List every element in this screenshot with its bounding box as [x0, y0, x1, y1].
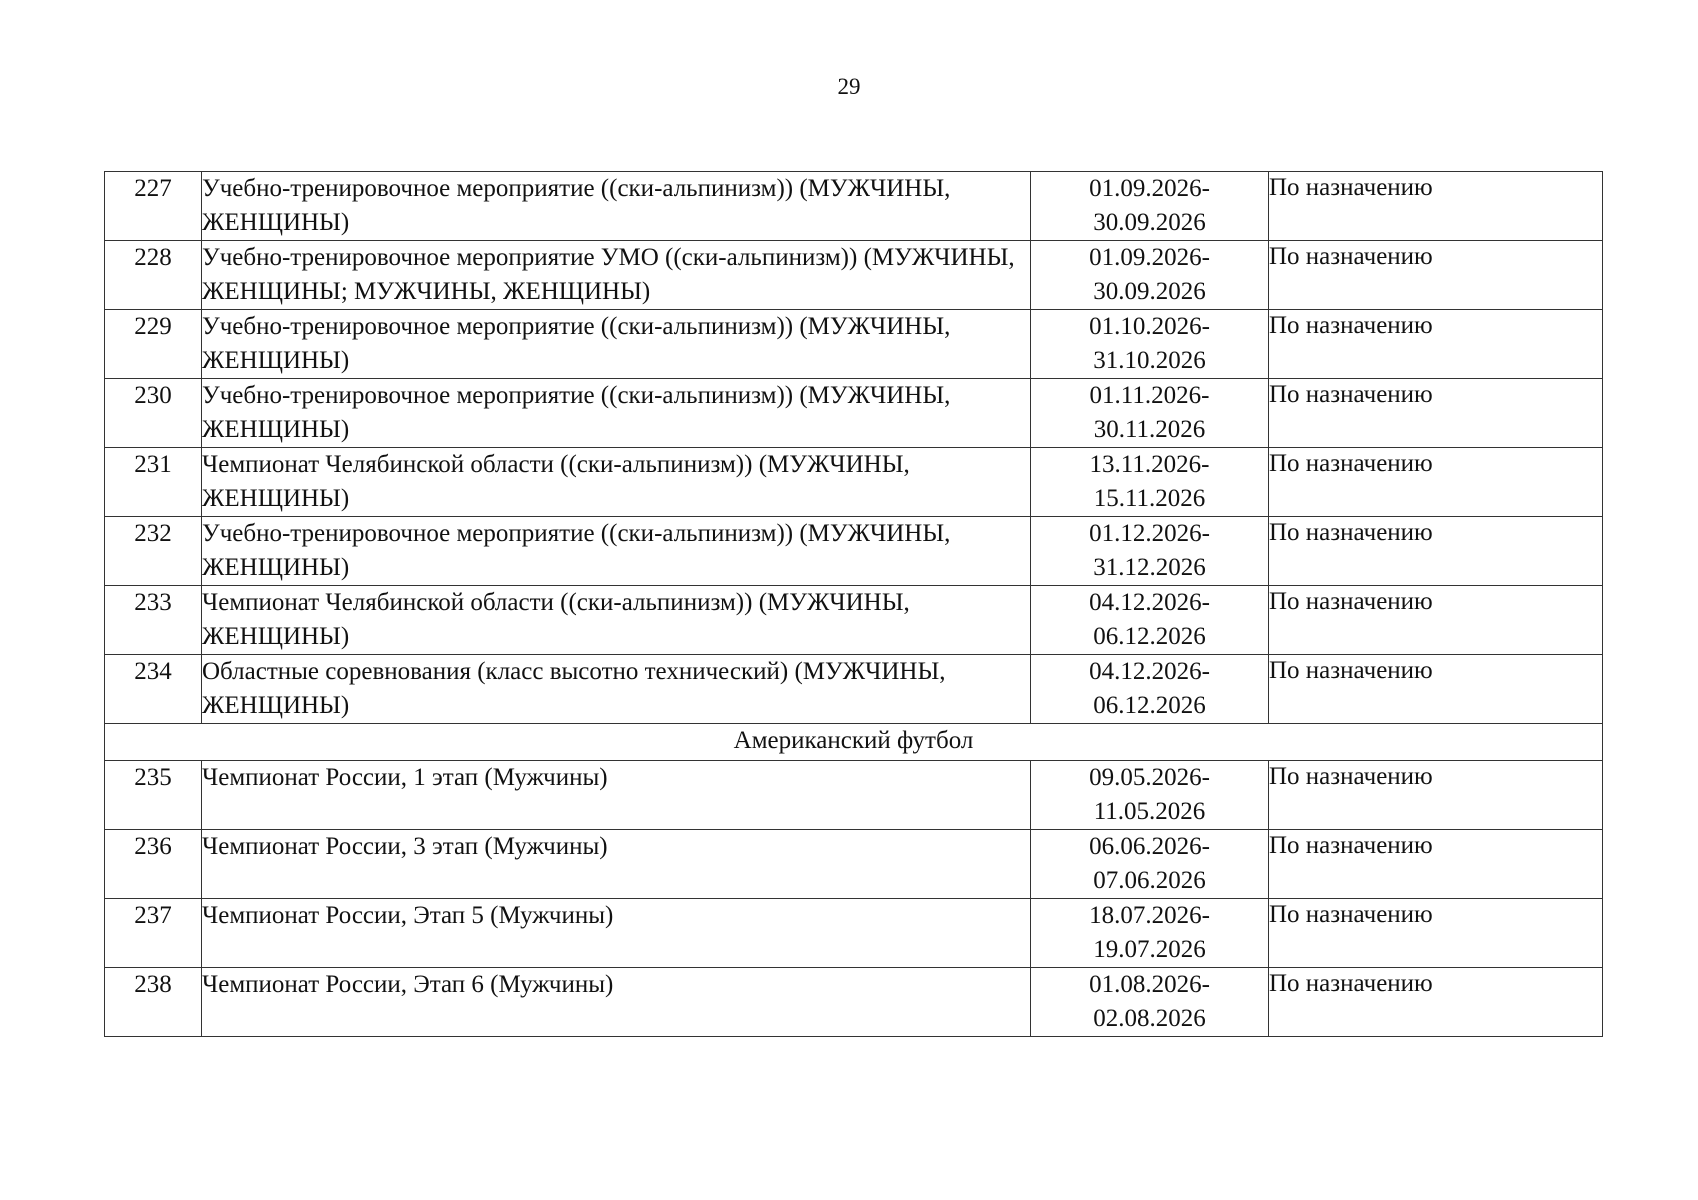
date-to: 06.12.2026 [1093, 623, 1206, 650]
row-number: 234 [105, 655, 202, 724]
event-dates [1031, 899, 1269, 968]
event-name: Учебно-тренировочное мероприятие ((ски-альпинизм)) (МУЖЧИНЫ, ЖЕНЩИНЫ) [202, 172, 1031, 241]
date-to: 31.12.2026 [1093, 554, 1206, 581]
event-dates [1031, 241, 1269, 310]
row-number: 235 [105, 761, 202, 830]
table-row [105, 241, 1603, 310]
event-name: Учебно-тренировочное мероприятие ((ски-альпинизм)) (МУЖЧИНЫ, ЖЕНЩИНЫ) [202, 310, 1031, 379]
date-to: 15.11.2026 [1093, 485, 1206, 512]
event-dates [1031, 655, 1269, 724]
table-row [105, 830, 1603, 899]
event-name: Чемпионат Челябинской области ((ски-альпинизм)) (МУЖЧИНЫ, ЖЕНЩИНЫ) [202, 586, 1031, 655]
event-name: Чемпионат России, 1 этап (Мужчины) [202, 761, 1031, 830]
row-number: 232 [105, 517, 202, 586]
row-number: 227 [105, 172, 202, 241]
table-row [105, 761, 1603, 830]
date-to: 19.07.2026 [1093, 936, 1206, 963]
date-to: 11.05.2026 [1093, 798, 1206, 825]
date-from: 06.06.2026- [1089, 833, 1210, 860]
event-place: По назначению [1269, 241, 1603, 310]
event-name: Чемпионат России, 3 этап (Мужчины) [202, 830, 1031, 899]
event-dates [1031, 761, 1269, 830]
event-place: По назначению [1269, 655, 1603, 724]
table-row [105, 172, 1603, 241]
event-name: Чемпионат Челябинской области ((ски-альпинизм)) (МУЖЧИНЫ, ЖЕНЩИНЫ) [202, 448, 1031, 517]
table-row [105, 517, 1603, 586]
date-to: 30.09.2026 [1093, 278, 1206, 305]
event-place: По назначению [1269, 379, 1603, 448]
date-from: 01.08.2026- [1089, 971, 1210, 998]
page-number: 29 [837, 74, 861, 99]
event-dates [1031, 517, 1269, 586]
event-place: По назначению [1269, 517, 1603, 586]
table-row [105, 899, 1603, 968]
event-dates [1031, 172, 1269, 241]
date-from: 04.12.2026- [1089, 589, 1210, 616]
event-place: По назначению [1269, 761, 1603, 830]
row-number: 228 [105, 241, 202, 310]
row-number: 236 [105, 830, 202, 899]
table-row [105, 379, 1603, 448]
date-from: 09.05.2026- [1089, 764, 1210, 791]
event-dates [1031, 379, 1269, 448]
event-dates [1031, 586, 1269, 655]
event-name: Чемпионат России, Этап 6 (Мужчины) [202, 968, 1031, 1037]
event-place: По назначению [1269, 968, 1603, 1037]
date-to: 30.09.2026 [1093, 209, 1206, 236]
events-table-body [105, 172, 1603, 1037]
date-to: 06.12.2026 [1093, 692, 1206, 719]
event-dates [1031, 310, 1269, 379]
event-name: Областные соревнования (класс высотно технический) (МУЖЧИНЫ, ЖЕНЩИНЫ) [202, 655, 1031, 724]
table-row [105, 586, 1603, 655]
date-from: 04.12.2026- [1089, 658, 1210, 685]
events-table [104, 171, 1603, 1037]
date-from: 01.12.2026- [1089, 520, 1210, 547]
date-from: 01.09.2026- [1089, 244, 1210, 271]
event-dates [1031, 830, 1269, 899]
event-dates [1031, 448, 1269, 517]
row-number: 229 [105, 310, 202, 379]
row-number: 238 [105, 968, 202, 1037]
table-row [105, 968, 1603, 1037]
event-place: По назначению [1269, 586, 1603, 655]
table-row [105, 448, 1603, 517]
date-to: 31.10.2026 [1093, 347, 1206, 374]
event-place: По назначению [1269, 448, 1603, 517]
table-row [105, 310, 1603, 379]
row-number: 233 [105, 586, 202, 655]
date-to: 07.06.2026 [1093, 867, 1206, 894]
date-from: 01.11.2026- [1089, 382, 1210, 409]
event-name: Чемпионат России, Этап 5 (Мужчины) [202, 899, 1031, 968]
event-name: Учебно-тренировочное мероприятие УМО ((ски-альпинизм)) (МУЖЧИНЫ, ЖЕНЩИНЫ; МУЖЧИНЫ, ЖЕНЩИНЫ) [202, 241, 1031, 310]
date-from: 01.10.2026- [1089, 313, 1210, 340]
section-row [105, 724, 1603, 761]
event-name: Учебно-тренировочное мероприятие ((ски-альпинизм)) (МУЖЧИНЫ, ЖЕНЩИНЫ) [202, 517, 1031, 586]
event-dates [1031, 968, 1269, 1037]
date-to: 02.08.2026 [1093, 1005, 1206, 1032]
date-from: 01.09.2026- [1089, 175, 1210, 202]
section-title: Американский футбол [105, 724, 1603, 761]
event-place: По назначению [1269, 899, 1603, 968]
date-from: 18.07.2026- [1089, 902, 1210, 929]
table-row [105, 655, 1603, 724]
row-number: 230 [105, 379, 202, 448]
row-number: 237 [105, 899, 202, 968]
event-place: По назначению [1269, 830, 1603, 899]
row-number: 231 [105, 448, 202, 517]
date-from: 13.11.2026- [1089, 451, 1210, 478]
event-name: Учебно-тренировочное мероприятие ((ски-альпинизм)) (МУЖЧИНЫ, ЖЕНЩИНЫ) [202, 379, 1031, 448]
date-to: 30.11.2026 [1093, 416, 1206, 443]
event-place: По назначению [1269, 172, 1603, 241]
event-place: По назначению [1269, 310, 1603, 379]
